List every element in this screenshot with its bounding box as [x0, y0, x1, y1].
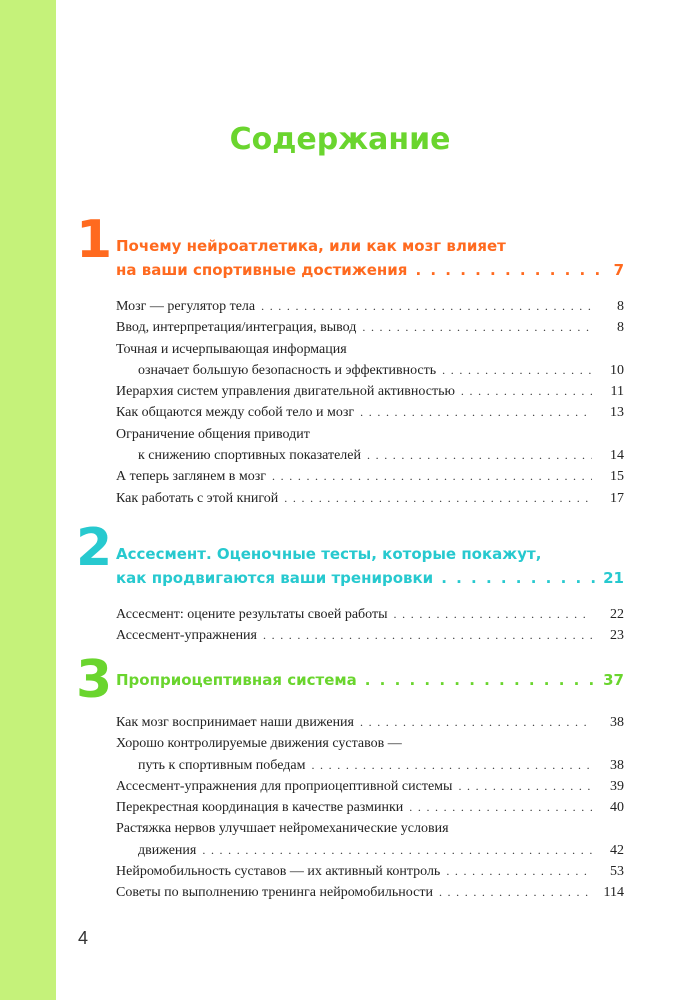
entry-title: Точная и исчерпывающая информация [116, 341, 347, 357]
chapter-title[interactable] [116, 542, 624, 590]
entry-title-continuation: к снижению спортивных показателей [138, 448, 361, 464]
entry-title: Ввод, интерпретация/интеграция, вывод [116, 320, 357, 336]
chapter-title[interactable] [116, 234, 624, 282]
entry-page-number: 38 [610, 715, 624, 730]
dot-leader [360, 402, 592, 423]
entry-page-number: 23 [610, 628, 624, 644]
dot-leader [284, 488, 592, 509]
entry-title: Нейромобильность суставов — их активный контроль [116, 864, 441, 880]
toc-entry[interactable] [116, 339, 624, 382]
toc-entry[interactable] [116, 424, 624, 467]
dot-leader [458, 776, 592, 797]
dot-leader [441, 566, 599, 590]
dot-leader [202, 840, 592, 861]
entry-title: А теперь заглянем в мозг [116, 469, 267, 485]
chapter-2-entries [116, 604, 624, 647]
dot-leader [415, 258, 600, 282]
entry-title: Ограничение общения приводит [116, 426, 310, 442]
toc-entry[interactable] [116, 818, 624, 861]
dot-leader [394, 604, 592, 625]
entry-title: Мозг — регулятор тела [116, 299, 256, 314]
page-number: 4 [78, 928, 89, 948]
entry-title: Советы по выполнению тренинга нейромобильности [116, 885, 433, 901]
entry-title-continuation: путь к спортивным победам [138, 757, 306, 773]
dot-leader [446, 861, 592, 882]
toc-entry[interactable] [116, 317, 624, 338]
entry-page-number: 17 [610, 490, 624, 506]
toc-entry[interactable] [116, 296, 624, 317]
toc-entry[interactable] [116, 712, 624, 733]
chapter-1-entries [116, 296, 624, 509]
entry-title: Ассесмент: оцените результаты своей работы [116, 607, 388, 622]
dot-leader [272, 466, 592, 487]
entry-title: Как общаются между собой тело и мозг [116, 405, 355, 421]
entry-page-number: 8 [617, 320, 624, 336]
entry-title: Как работать с этой книгой [116, 490, 279, 506]
entry-title: Иерархия систем управления двигательной активностью [116, 384, 455, 400]
chapter-title-line: на ваши спортивные достижения [116, 261, 408, 279]
toc-entry[interactable] [116, 882, 624, 903]
toc-entry[interactable] [116, 797, 624, 818]
dot-leader [261, 296, 592, 317]
chapter-page-number: 21 [603, 569, 624, 587]
toc-entry[interactable] [116, 402, 624, 423]
toc-entry[interactable] [116, 604, 624, 625]
chapter-page-number: 7 [613, 261, 624, 279]
entry-title: Ассесмент-упражнения для проприоцептивной системы [116, 778, 453, 794]
toc-entry[interactable] [116, 466, 624, 487]
chapter-page-number: 37 [603, 671, 624, 689]
chapter-title-line: как продвигаются ваши тренировки [116, 569, 434, 587]
entry-title: Хорошо контролируемые движения суставов — [116, 736, 402, 752]
dot-leader [367, 445, 592, 466]
entry-page-number: 40 [610, 800, 624, 816]
chapter-3-entries [116, 712, 624, 904]
chapter-title-line: Ассесмент. Оценочные тесты, которые покажут, [116, 545, 542, 563]
entry-title: Ассесмент-упражнения [116, 628, 257, 644]
chapter-number: 2 [76, 518, 113, 578]
toc-entry[interactable] [116, 625, 624, 646]
entry-page-number: 10 [610, 362, 624, 378]
toc-entry[interactable] [116, 381, 624, 402]
page-title: Содержание [229, 122, 451, 157]
entry-page-number: 14 [610, 448, 624, 464]
dot-leader [365, 668, 599, 692]
entry-title-continuation: движения [138, 842, 197, 858]
dot-leader [362, 317, 592, 338]
chapter-title[interactable] [116, 668, 624, 692]
entry-page-number: 15 [610, 469, 624, 485]
chapter-title-line: Проприоцептивная система [116, 671, 357, 689]
dot-leader [439, 882, 592, 903]
dot-leader [442, 360, 592, 381]
entry-title: Перекрестная координация в качестве разминки [116, 800, 404, 816]
entry-page-number: 22 [610, 607, 624, 622]
dot-leader [263, 625, 592, 646]
dot-leader [311, 755, 592, 776]
entry-page-number: 53 [610, 864, 624, 880]
dot-leader [409, 797, 592, 818]
entry-title-continuation: означает большую безопасность и эффективность [138, 362, 437, 378]
entry-page-number: 38 [610, 757, 624, 773]
entry-title: Как мозг воспринимает наши движения [116, 715, 354, 730]
dot-leader [360, 712, 592, 733]
chapter-number: 3 [76, 650, 113, 710]
dot-leader [461, 381, 592, 402]
chapter-title-line: Почему нейроатлетика, или как мозг влияет [116, 237, 506, 255]
entry-page-number: 8 [617, 299, 624, 314]
entry-page-number: 11 [610, 384, 624, 400]
entry-page-number: 13 [610, 405, 624, 421]
chapter-number: 1 [76, 210, 113, 270]
entry-page-number: 114 [603, 885, 624, 901]
entry-page-number: 42 [610, 842, 624, 858]
toc-entry[interactable] [116, 488, 624, 509]
toc-entry[interactable] [116, 776, 624, 797]
toc-entry[interactable] [116, 861, 624, 882]
entry-title: Растяжка нервов улучшает нейромеханические условия [116, 821, 449, 837]
entry-page-number: 39 [610, 778, 624, 794]
toc-entry[interactable] [116, 733, 624, 776]
